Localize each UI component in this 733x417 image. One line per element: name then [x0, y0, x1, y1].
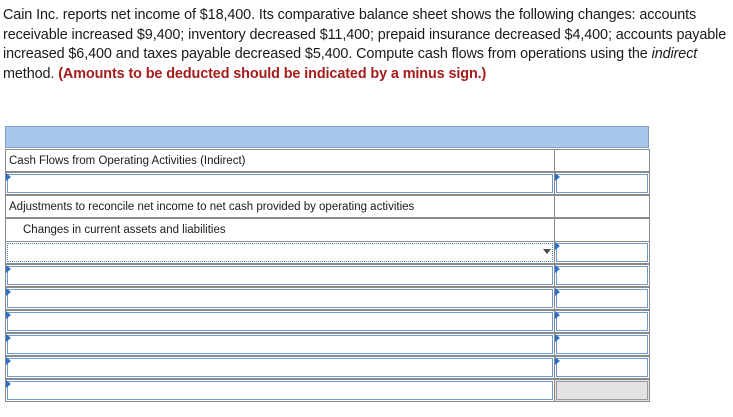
question-warning: (Amounts to be deducted should be indicated by a minus sign.) — [58, 65, 487, 82]
entry-amount-input[interactable] — [556, 289, 648, 308]
entry-amount-input[interactable] — [556, 335, 648, 354]
entry-amount-input[interactable] — [556, 243, 648, 262]
entry-label-input[interactable] — [7, 266, 553, 285]
entry-label-cell — [5, 241, 555, 264]
table-row-total — [5, 379, 650, 402]
entry-amount-input[interactable] — [556, 358, 648, 377]
row-flag-icon — [555, 242, 560, 250]
entry-label-input[interactable] — [7, 312, 553, 331]
changes-amount-cell — [555, 218, 650, 241]
net-income-label-cell — [5, 172, 555, 195]
table-row-entry — [5, 287, 650, 310]
question-emphasis: indirect — [651, 46, 698, 62]
table-title-amount-cell — [555, 149, 650, 172]
row-flag-icon — [6, 311, 11, 319]
total-amount-cell — [555, 379, 650, 402]
table-title: Cash Flows from Operating Activities (Indirect) — [9, 155, 246, 167]
row-flag-icon — [6, 288, 11, 296]
row-flag-icon — [6, 334, 11, 342]
question-part1: Cain Inc. reports net income of $18,400. Its comparative balance sheet shows the following changes: accounts receivable increased $9,400; inventory decreased $11,400; prepaid insurance decreased $4,400; accounts payable increased $6,400 and taxes payable decreased $5,400. Compute cash flows from operations using the — [3, 7, 727, 62]
row-flag-icon — [6, 265, 11, 273]
row-flag-icon — [555, 288, 560, 296]
entry-amount-cell — [555, 310, 650, 333]
table-row-title — [5, 149, 650, 172]
net-income-amount-input[interactable] — [556, 174, 648, 193]
entry-label-cell — [5, 356, 555, 379]
row-flag-icon — [6, 380, 11, 388]
row-flag-icon — [555, 357, 560, 365]
table-row-entry — [5, 333, 650, 356]
entry-amount-cell — [555, 287, 650, 310]
table-header-bar — [5, 126, 649, 148]
table-row-changes — [5, 218, 650, 241]
entry-label-cell — [5, 310, 555, 333]
table-row-entry — [5, 241, 650, 264]
row-flag-icon — [555, 334, 560, 342]
entry-label-input[interactable] — [7, 335, 553, 354]
entry-amount-cell — [555, 264, 650, 287]
entry-amount-input[interactable] — [556, 312, 648, 331]
question-part2: method. — [3, 65, 59, 82]
entry-label-cell — [5, 333, 555, 356]
table-title-cell — [5, 149, 555, 172]
row-flag-icon — [6, 173, 11, 181]
chevron-down-icon[interactable] — [543, 249, 551, 254]
adjustments-label-cell — [5, 195, 555, 218]
entry-amount-cell — [555, 241, 650, 264]
table-row-entry — [5, 356, 650, 379]
net-income-label-input[interactable] — [7, 174, 553, 193]
table-row-entry — [5, 310, 650, 333]
entry-amount-input[interactable] — [556, 266, 648, 285]
total-amount-field — [556, 381, 648, 400]
table-row-net-income — [5, 172, 650, 195]
row-flag-icon — [555, 311, 560, 319]
entry-dropdown-select[interactable] — [7, 243, 553, 262]
entry-label-cell — [5, 287, 555, 310]
entry-amount-cell — [555, 356, 650, 379]
table-row-adjustments — [5, 195, 650, 218]
question-text — [3, 6, 729, 84]
table-row-entry — [5, 264, 650, 287]
row-flag-icon — [555, 173, 560, 181]
entry-label-input[interactable] — [7, 358, 553, 377]
entry-label-cell — [5, 264, 555, 287]
adjustments-amount-cell — [555, 195, 650, 218]
entry-amount-cell — [555, 333, 650, 356]
row-flag-icon — [6, 357, 11, 365]
adjustments-label: Adjustments to reconcile net income to net cash provided by operating activities — [9, 201, 415, 213]
total-label-cell — [5, 379, 555, 402]
changes-label-cell — [5, 218, 555, 241]
changes-label: Changes in current assets and liabilities — [23, 224, 226, 236]
total-label-input[interactable] — [7, 381, 553, 400]
net-income-amount-cell — [555, 172, 650, 195]
cash-flow-table — [5, 126, 650, 406]
entry-label-input[interactable] — [7, 289, 553, 308]
row-flag-icon — [555, 265, 560, 273]
